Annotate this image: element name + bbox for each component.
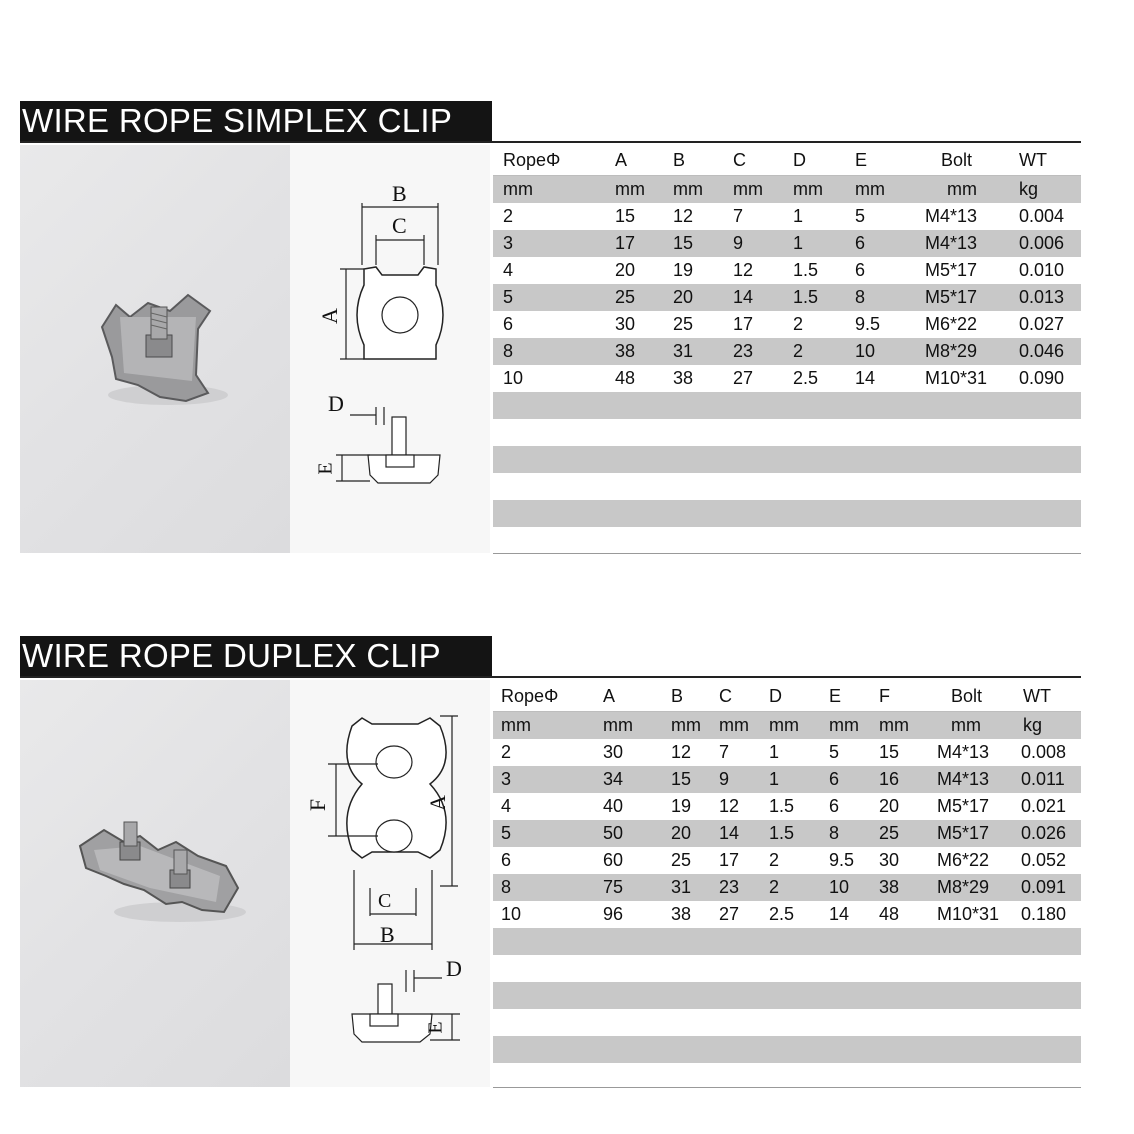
table-cell: M8*29 bbox=[925, 341, 978, 361]
table-cell: 75 bbox=[603, 877, 624, 897]
simplex-dim-label-b: B bbox=[392, 181, 407, 206]
duplex-empty-row bbox=[493, 1009, 1081, 1036]
table-cell: 9 bbox=[733, 233, 744, 253]
table-cell: 0.021 bbox=[1021, 796, 1067, 816]
table-cell: 1 bbox=[769, 742, 780, 762]
table-cell: M5*17 bbox=[937, 796, 990, 816]
table-cell: 4 bbox=[503, 260, 514, 280]
duplex-dimension-drawing bbox=[290, 680, 490, 1087]
table-cell: 2 bbox=[501, 742, 512, 762]
col-header-wt: WT bbox=[1019, 150, 1047, 170]
simplex-title: WIRE ROPE SIMPLEX CLIP bbox=[20, 101, 492, 141]
table-cell: M5*17 bbox=[937, 823, 990, 843]
unit-cell: mm bbox=[879, 715, 909, 735]
table-cell: M6*22 bbox=[925, 314, 978, 334]
table-cell: 48 bbox=[615, 368, 636, 388]
duplex-empty-row bbox=[493, 982, 1081, 1009]
table-cell: 30 bbox=[615, 314, 636, 334]
col-header-e: E bbox=[855, 150, 868, 170]
table-cell: 6 bbox=[855, 233, 866, 253]
table-cell: 6 bbox=[503, 314, 514, 334]
col-header-rope: RopeΦ bbox=[501, 686, 559, 706]
duplex-header-rule bbox=[20, 676, 1081, 678]
simplex-dim-label-e: E bbox=[314, 462, 337, 475]
table-cell: 38 bbox=[671, 904, 692, 924]
table-cell: 38 bbox=[615, 341, 636, 361]
table-cell: 14 bbox=[733, 287, 754, 307]
table-cell: 2 bbox=[503, 206, 514, 226]
table-cell: 0.091 bbox=[1021, 877, 1067, 897]
table-cell: 5 bbox=[501, 823, 512, 843]
table-cell: 2 bbox=[793, 341, 804, 361]
col-header-c: C bbox=[733, 150, 746, 170]
table-cell: 1.5 bbox=[769, 796, 795, 816]
table-cell: 7 bbox=[733, 206, 744, 226]
table-cell: 10 bbox=[829, 877, 850, 897]
simplex-table-bottom-rule bbox=[493, 553, 1081, 554]
table-cell: 2 bbox=[769, 850, 780, 870]
table-cell: M10*31 bbox=[937, 904, 1000, 924]
table-cell: 38 bbox=[673, 368, 694, 388]
table-cell: 27 bbox=[719, 904, 740, 924]
table-cell: 8 bbox=[501, 877, 512, 897]
unit-cell: mm bbox=[855, 179, 885, 199]
table-cell: 1.5 bbox=[793, 260, 819, 280]
table-row bbox=[493, 847, 1081, 874]
duplex-table-bottom-rule bbox=[493, 1087, 1081, 1088]
table-row bbox=[493, 338, 1081, 365]
duplex-empty-row bbox=[493, 1063, 1081, 1090]
table-cell: 5 bbox=[829, 742, 840, 762]
table-cell: 1.5 bbox=[793, 287, 819, 307]
table-cell: 23 bbox=[733, 341, 754, 361]
col-header-b: B bbox=[671, 686, 684, 706]
col-header-d: D bbox=[793, 150, 806, 170]
col-header-b: B bbox=[673, 150, 686, 170]
duplex-empty-row bbox=[493, 928, 1081, 955]
unit-cell: mm bbox=[951, 715, 981, 735]
table-cell: 40 bbox=[603, 796, 624, 816]
table-cell: M4*13 bbox=[925, 233, 978, 253]
table-cell: 14 bbox=[829, 904, 850, 924]
table-cell: 12 bbox=[673, 206, 694, 226]
table-row bbox=[493, 203, 1081, 230]
col-header-e: E bbox=[829, 686, 842, 706]
simplex-empty-row bbox=[493, 500, 1081, 527]
unit-cell: mm bbox=[615, 179, 645, 199]
simplex-spec-table bbox=[493, 147, 1081, 554]
table-cell: M6*22 bbox=[937, 850, 990, 870]
table-cell: M4*13 bbox=[937, 742, 990, 762]
table-row bbox=[493, 257, 1081, 284]
simplex-header-rule bbox=[20, 141, 1081, 143]
table-cell: 19 bbox=[673, 260, 694, 280]
table-cell: 30 bbox=[603, 742, 624, 762]
simplex-dimension-drawing bbox=[290, 145, 490, 553]
table-cell: M4*13 bbox=[925, 206, 978, 226]
table-cell: 14 bbox=[719, 823, 740, 843]
table-cell: 10 bbox=[503, 368, 524, 388]
unit-cell: mm bbox=[947, 179, 977, 199]
table-cell: 3 bbox=[503, 233, 514, 253]
simplex-units-row bbox=[493, 176, 1081, 203]
table-cell: 8 bbox=[855, 287, 866, 307]
duplex-empty-row bbox=[493, 955, 1081, 982]
table-cell: 16 bbox=[879, 769, 900, 789]
table-row bbox=[493, 284, 1081, 311]
duplex-dim-label-e: E bbox=[424, 1021, 447, 1034]
table-cell: 17 bbox=[719, 850, 740, 870]
table-cell: 12 bbox=[719, 796, 740, 816]
table-cell: 25 bbox=[671, 850, 692, 870]
table-cell: 0.027 bbox=[1019, 314, 1065, 334]
table-cell: 2 bbox=[793, 314, 804, 334]
table-cell: 5 bbox=[855, 206, 866, 226]
table-cell: 1 bbox=[793, 233, 804, 253]
table-cell: M4*13 bbox=[937, 769, 990, 789]
table-cell: 20 bbox=[615, 260, 636, 280]
duplex-units-row bbox=[493, 712, 1081, 739]
table-cell: 9.5 bbox=[829, 850, 855, 870]
table-cell: 27 bbox=[733, 368, 754, 388]
simplex-dim-label-c: C bbox=[392, 213, 407, 238]
simplex-empty-row bbox=[493, 527, 1081, 554]
unit-cell: kg bbox=[1019, 179, 1039, 199]
table-cell: 0.011 bbox=[1021, 769, 1065, 789]
col-header-a: A bbox=[603, 686, 616, 706]
duplex-spec-table bbox=[493, 683, 1081, 1090]
duplex-dim-label-f: F bbox=[305, 798, 331, 812]
table-cell: 34 bbox=[603, 769, 624, 789]
table-cell: 15 bbox=[671, 769, 692, 789]
table-cell: 0.046 bbox=[1019, 341, 1065, 361]
table-row bbox=[493, 739, 1081, 766]
table-cell: 1 bbox=[793, 206, 804, 226]
table-cell: 20 bbox=[673, 287, 694, 307]
unit-cell: mm bbox=[501, 715, 531, 735]
table-cell: 12 bbox=[671, 742, 692, 762]
table-row bbox=[493, 311, 1081, 338]
table-cell: 2.5 bbox=[769, 904, 795, 924]
table-cell: 23 bbox=[719, 877, 740, 897]
table-cell: 0.180 bbox=[1021, 904, 1067, 924]
table-cell: 38 bbox=[879, 877, 900, 897]
table-cell: 30 bbox=[879, 850, 900, 870]
table-cell: 96 bbox=[603, 904, 624, 924]
col-header-c: C bbox=[719, 686, 732, 706]
table-cell: M5*17 bbox=[925, 287, 978, 307]
unit-cell: mm bbox=[829, 715, 859, 735]
table-cell: 17 bbox=[733, 314, 754, 334]
simplex-empty-row bbox=[493, 446, 1081, 473]
table-cell: 20 bbox=[879, 796, 900, 816]
table-cell: 12 bbox=[733, 260, 754, 280]
duplex-dim-label-d: D bbox=[446, 956, 462, 981]
table-cell: 0.004 bbox=[1019, 206, 1065, 226]
col-header-wt: WT bbox=[1023, 686, 1051, 706]
table-row bbox=[493, 901, 1081, 928]
table-cell: 8 bbox=[829, 823, 840, 843]
col-header-bolt: Bolt bbox=[941, 150, 973, 170]
table-cell: 19 bbox=[671, 796, 692, 816]
table-row bbox=[493, 766, 1081, 793]
unit-cell: kg bbox=[1023, 715, 1043, 735]
table-cell: 60 bbox=[603, 850, 624, 870]
duplex-dim-label-b: B bbox=[380, 922, 395, 947]
table-cell: 9 bbox=[719, 769, 730, 789]
unit-cell: mm bbox=[603, 715, 633, 735]
simplex-column-header-row bbox=[493, 147, 1081, 176]
table-cell: 25 bbox=[673, 314, 694, 334]
table-cell: 0.010 bbox=[1019, 260, 1065, 280]
duplex-dim-label-c: C bbox=[378, 890, 392, 912]
col-header-bolt: Bolt bbox=[951, 686, 983, 706]
table-cell: M10*31 bbox=[925, 368, 988, 388]
simplex-empty-row bbox=[493, 419, 1081, 446]
unit-cell: mm bbox=[503, 179, 533, 199]
table-row bbox=[493, 365, 1081, 392]
table-cell: 20 bbox=[671, 823, 692, 843]
table-cell: 5 bbox=[503, 287, 514, 307]
table-cell: 0.026 bbox=[1021, 823, 1067, 843]
simplex-empty-row bbox=[493, 392, 1081, 419]
table-cell: 2.5 bbox=[793, 368, 819, 388]
table-cell: 0.090 bbox=[1019, 368, 1065, 388]
table-cell: 0.006 bbox=[1019, 233, 1065, 253]
table-cell: 6 bbox=[829, 769, 840, 789]
table-cell: 1.5 bbox=[769, 823, 795, 843]
col-header-a: A bbox=[615, 150, 628, 170]
table-cell: 14 bbox=[855, 368, 876, 388]
table-row bbox=[493, 230, 1081, 257]
table-cell: 2 bbox=[769, 877, 780, 897]
table-cell: 7 bbox=[719, 742, 730, 762]
unit-cell: mm bbox=[793, 179, 823, 199]
table-row bbox=[493, 793, 1081, 820]
table-cell: 4 bbox=[501, 796, 512, 816]
simplex-product-photo bbox=[20, 145, 290, 553]
col-header-rope: RopeΦ bbox=[503, 150, 561, 170]
table-cell: 25 bbox=[879, 823, 900, 843]
simplex-dim-label-a: A bbox=[316, 308, 342, 324]
table-row bbox=[493, 820, 1081, 847]
table-cell: 15 bbox=[673, 233, 694, 253]
table-cell: 48 bbox=[879, 904, 900, 924]
table-cell: 15 bbox=[879, 742, 900, 762]
duplex-empty-row bbox=[493, 1036, 1081, 1063]
unit-cell: mm bbox=[769, 715, 799, 735]
table-cell: 8 bbox=[503, 341, 514, 361]
col-header-f: F bbox=[879, 686, 890, 706]
table-cell: 50 bbox=[603, 823, 624, 843]
table-cell: 15 bbox=[615, 206, 636, 226]
table-cell: 0.008 bbox=[1021, 742, 1067, 762]
unit-cell: mm bbox=[719, 715, 749, 735]
table-cell: 0.052 bbox=[1021, 850, 1067, 870]
table-cell: 25 bbox=[615, 287, 636, 307]
duplex-title: WIRE ROPE DUPLEX CLIP bbox=[20, 636, 492, 676]
table-cell: 31 bbox=[671, 877, 692, 897]
table-cell: 9.5 bbox=[855, 314, 881, 334]
unit-cell: mm bbox=[733, 179, 763, 199]
unit-cell: mm bbox=[673, 179, 703, 199]
table-cell: 6 bbox=[501, 850, 512, 870]
table-cell: 1 bbox=[769, 769, 780, 789]
table-cell: M8*29 bbox=[937, 877, 990, 897]
col-header-d: D bbox=[769, 686, 782, 706]
table-cell: 10 bbox=[501, 904, 522, 924]
duplex-dim-label-a: A bbox=[424, 795, 450, 811]
duplex-column-header-row bbox=[493, 683, 1081, 712]
table-cell: 31 bbox=[673, 341, 694, 361]
table-cell: 6 bbox=[855, 260, 866, 280]
duplex-product-photo bbox=[20, 680, 290, 1087]
table-cell: 6 bbox=[829, 796, 840, 816]
unit-cell: mm bbox=[671, 715, 701, 735]
table-cell: 17 bbox=[615, 233, 636, 253]
simplex-dim-label-d: D bbox=[328, 391, 344, 416]
simplex-empty-row bbox=[493, 473, 1081, 500]
table-row bbox=[493, 874, 1081, 901]
table-cell: 3 bbox=[501, 769, 512, 789]
table-cell: M5*17 bbox=[925, 260, 978, 280]
table-cell: 0.013 bbox=[1019, 287, 1065, 307]
table-cell: 10 bbox=[855, 341, 876, 361]
